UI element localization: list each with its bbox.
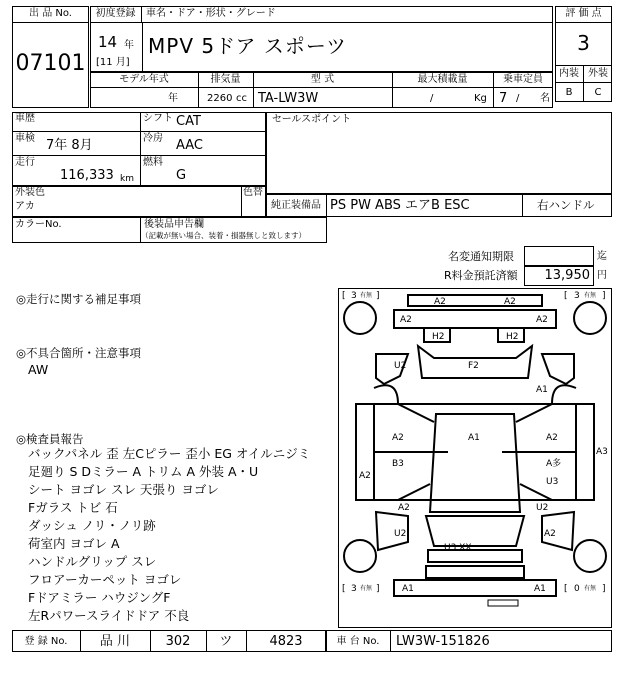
max-load-unit: Kg: [474, 93, 487, 104]
grade-label: 評 価 点: [565, 8, 602, 19]
inspector-title: ◎検査員報告: [16, 432, 84, 446]
mark-roof: A1: [468, 433, 480, 443]
mark-left-front-door: A2: [398, 503, 410, 513]
inspector-line: 左Rパワースライドドア 不良: [28, 608, 190, 623]
tyre-badge-top-left: [342, 291, 380, 301]
capacity-sep: /: [516, 93, 520, 104]
first-reg-year: 14: [98, 33, 118, 51]
color-no-label: カラーNo.: [15, 219, 62, 230]
svg-text:[: [: [564, 584, 568, 594]
max-load-sep: /: [430, 93, 434, 104]
type-label: 型 式: [310, 74, 335, 85]
first-reg-label: 初度登録: [90, 7, 142, 22]
color-change-label: 色替: [243, 187, 263, 198]
tyre-badge-bottom-right: [564, 584, 606, 594]
mark-right-rear-door-b: A多: [546, 459, 562, 469]
inspector-line: バックパネル 歪 左Cピラー 歪小 EG オイルニジミ: [28, 446, 311, 461]
mark-front-bumper-left: A1: [402, 584, 414, 594]
tyre-badge-bottom-left: [342, 584, 380, 594]
mark-rear-bumper-right: A2: [504, 297, 516, 307]
mileage-unit: km: [120, 174, 134, 184]
mark-rear-bumper-left: A2: [434, 297, 446, 307]
mark-left-sill: A2: [359, 471, 371, 481]
svg-text:[: [: [564, 291, 568, 301]
lot-number: 07101: [15, 51, 86, 76]
model-year-label: モデル年式: [119, 74, 169, 85]
inspector-line: Fガラス トビ 石: [28, 500, 118, 515]
svg-text:有無: 有無: [584, 585, 597, 592]
mark-rear-quarter-right: A1: [536, 385, 548, 395]
deadline-box: [524, 246, 594, 266]
tyre-badge-top-right: [564, 291, 606, 301]
wheel-rear-right: [574, 302, 606, 334]
inspector-line: ハンドルグリップ スレ: [28, 554, 157, 569]
ext-color-box: [12, 186, 266, 217]
inspection-value: 7年 8月: [46, 138, 93, 153]
capacity-unit: 名: [540, 93, 550, 104]
type-value: TA-LW3W: [258, 91, 319, 106]
mileage-value: 116,333: [60, 168, 114, 183]
car-name-label: 車名・ドア・形状・グレード: [146, 8, 276, 19]
plate-number: 4823: [269, 634, 303, 649]
svg-text:]: ]: [376, 291, 380, 301]
wheel-rear-left: [344, 302, 376, 334]
deadline-label: 名変通知期限: [448, 250, 514, 263]
wheel-front-right: [574, 540, 606, 572]
svg-text:]: ]: [602, 584, 606, 594]
defect-title: ◎不具合箇所・注意事項: [16, 346, 142, 360]
first-reg-month: [11 月]: [96, 57, 130, 68]
mark-left-rear-door-a: A2: [392, 433, 404, 443]
chassis-label: 車 台 No.: [336, 636, 380, 647]
mark-left-fender: U2: [394, 529, 407, 539]
mark-rear-lamp-right: H2: [506, 332, 519, 342]
inspection-label: 車検: [15, 133, 35, 144]
svg-text:有無: 有無: [360, 585, 373, 592]
svg-text:有無: 有無: [584, 292, 597, 299]
mark-right-fender: A2: [544, 529, 556, 539]
mark-hood: U3 XX: [444, 543, 472, 553]
plate-label: 登 録 No.: [24, 636, 68, 647]
steering-value: 右ハンドル: [537, 198, 595, 212]
inspector-line: シート ヨゴレ スレ 天張り ヨゴレ: [28, 482, 219, 497]
mark-right-rear-door-c: U3: [546, 477, 559, 487]
recycle-label: R料金預託済額: [444, 269, 518, 282]
fuel-value: G: [176, 168, 187, 183]
interior-label: 内装: [559, 68, 579, 79]
mark-right-front-door: U2: [536, 503, 549, 513]
inspector-line: 荷室内 ヨゴレ A: [28, 536, 120, 551]
displacement-unit: cc: [236, 93, 247, 104]
chassis-number: LW3W-151826: [396, 634, 490, 649]
first-reg-year-unit: 年: [124, 40, 134, 51]
running-remarks-title: ◎走行に関する補足事項: [16, 292, 142, 306]
wheel-front-left: [344, 540, 376, 572]
mark-rear-quarter-left: U2: [394, 361, 407, 371]
recycle-unit: 円: [597, 270, 607, 281]
svg-text:]: ]: [602, 291, 606, 301]
svg-text:[: [: [342, 291, 346, 301]
mark-right-rear-door-a: A2: [546, 433, 558, 443]
svg-text:0: 0: [574, 584, 580, 594]
inspector-lines: [28, 445, 310, 625]
grade-score: 3: [577, 31, 590, 55]
exterior-grade: C: [594, 87, 602, 98]
aftermarket-note: （記載が無い場合、装着・損器無しと致します）: [141, 231, 306, 240]
svg-text:[: [: [342, 584, 346, 594]
ac-label: 冷房: [143, 133, 163, 144]
defect-line: AW: [28, 362, 49, 377]
sales-point-label: セールスポイント: [272, 114, 352, 125]
mark-rear-lamp-left: H2: [432, 332, 445, 342]
plate-kana: ツ: [219, 634, 233, 649]
model-year-unit: 年: [168, 93, 178, 104]
interior-grade: B: [565, 87, 573, 98]
capacity-label: 乗車定員: [503, 74, 543, 85]
ext-color-label: 外装色: [15, 187, 45, 198]
mark-left-rear-door-b: B3: [392, 459, 404, 469]
max-load-label: 最大積載量: [417, 74, 468, 85]
car-name: MPV 5ドア スポーツ: [148, 34, 348, 58]
recycle-amount: 13,950: [544, 268, 590, 283]
fuel-label: 燃料: [143, 157, 163, 168]
mark-right-sill: A3: [596, 447, 608, 457]
exterior-label: 外装: [588, 68, 608, 79]
equipment-label: 純正装備品: [271, 200, 321, 211]
aftermarket-label: 後装品申告欄: [144, 219, 204, 230]
inspector-line: Fドアミラー ハウジングF: [28, 590, 171, 605]
plate-region: 品 川: [99, 634, 131, 649]
car-damage-diagram: [338, 288, 612, 628]
displacement-value: 2260: [207, 93, 233, 104]
displacement-label: 排気量: [210, 74, 241, 85]
mark-back-panel-right: A2: [536, 315, 548, 325]
capacity-value: 7: [499, 91, 508, 106]
svg-text:3: 3: [351, 291, 357, 301]
shift-label: シフト: [143, 113, 173, 124]
svg-text:有無: 有無: [360, 292, 373, 299]
mileage-label: 走行: [15, 157, 35, 168]
svg-text:]: ]: [376, 584, 380, 594]
ac-value: AAC: [176, 138, 203, 153]
inspector-line: 足廻り S Dミラー A トリム A 外装 A・U: [28, 464, 259, 479]
inspector-line: ダッシュ ノリ・ノリ跡: [28, 518, 156, 533]
mark-back-panel-left: A2: [400, 315, 412, 325]
mark-front-bumper-right: A1: [534, 584, 546, 594]
lot-no-label: 出 品 No.: [29, 8, 72, 19]
history-label: 車歴: [15, 113, 35, 124]
inspector-line: フロアーカーペット ヨゴレ: [28, 572, 182, 587]
ext-color-value: アカ: [15, 201, 35, 212]
deadline-unit: 迄: [597, 251, 607, 262]
shift-value: CAT: [176, 114, 201, 129]
equipment-value: PS PW ABS エアB ESC: [330, 198, 470, 213]
svg-text:3: 3: [574, 291, 580, 301]
svg-text:3: 3: [351, 584, 357, 594]
plate-class: 302: [165, 634, 191, 649]
mark-rear-glass: F2: [468, 361, 479, 371]
